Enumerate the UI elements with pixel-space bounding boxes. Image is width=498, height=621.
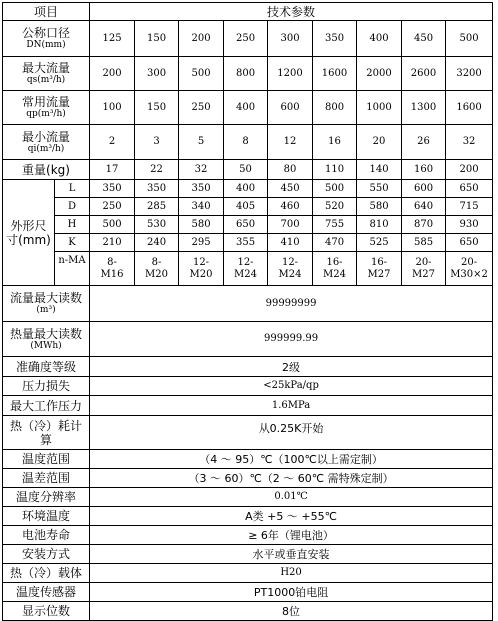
bolt-count: 20- [415, 256, 432, 268]
table-cell: 410 [268, 234, 313, 252]
row-sub: qs(m³/h) [26, 75, 66, 85]
table-cell: 32 [179, 160, 224, 180]
table-cell: 470 [313, 234, 357, 252]
bolt-count: 12- [237, 256, 254, 268]
table-cell: 240 [135, 234, 179, 252]
spec-name: 显示位数 [3, 602, 90, 621]
spec-value: （3 ～ 60）℃（2 ～ 60℃ 需特殊定制） [90, 469, 493, 488]
spec-value: 1.6MPa [90, 396, 493, 416]
table-cell: 800 [313, 91, 357, 125]
table-cell: 1600 [446, 91, 493, 125]
spec-value: PT1000铂电阻 [90, 583, 493, 602]
table-cell: 200 [90, 57, 135, 91]
table-cell: 17 [90, 160, 135, 180]
spec-name: 温度传感器 [3, 583, 90, 602]
row-name: 最大流量 [22, 61, 71, 75]
table-cell: 285 [135, 198, 179, 216]
table-cell: 2600 [402, 57, 446, 91]
bolt-count: 12- [281, 256, 299, 268]
table-cell: 600 [402, 180, 446, 198]
spec-name: 热量最大读数 [10, 326, 83, 341]
table-cell: 650 [446, 180, 493, 198]
bolt-size: M16 [100, 268, 124, 280]
table-cell: 585 [402, 234, 446, 252]
dim-key: D [55, 198, 90, 216]
table-cell: 755 [313, 216, 357, 234]
spec-value: 8位 [90, 602, 493, 621]
table-cell: 110 [313, 160, 357, 180]
table-cell: 715 [446, 198, 493, 216]
table-cell: 150 [135, 21, 179, 57]
table-cell [90, 252, 135, 286]
row-flow-max [3, 286, 493, 322]
spec-value: <25kPa/qp [90, 377, 493, 396]
table-cell: 1200 [268, 57, 313, 91]
spec-name: 流量最大读数 [10, 291, 83, 305]
bolt-count: 8- [107, 256, 117, 268]
table-cell: 2000 [357, 57, 402, 91]
row-display [3, 602, 493, 621]
bolt-size: M24 [234, 268, 257, 280]
table-cell: 400 [224, 180, 268, 198]
bolt-size: M24 [278, 268, 302, 280]
table-cell: 2 [90, 125, 135, 160]
row-dim-nma [3, 252, 493, 286]
table-cell: 450 [402, 21, 446, 57]
table-cell: 1000 [357, 91, 402, 125]
row-carrier [3, 564, 493, 583]
spec-name: 热（冷）载体 [3, 564, 90, 583]
table-cell: 250 [90, 198, 135, 216]
table-cell: 580 [179, 216, 224, 234]
table-cell: 250 [224, 21, 268, 57]
table-cell: 3 [135, 125, 179, 160]
table-cell: 8 [224, 125, 268, 160]
row-dim-l [3, 180, 493, 198]
table-cell: 200 [179, 21, 224, 57]
table-cell: 140 [357, 160, 402, 180]
table-cell [313, 252, 357, 286]
table-cell [357, 252, 402, 286]
table-cell: 600 [268, 91, 313, 125]
spec-value: 2级 [90, 357, 493, 377]
table-cell: 150 [135, 91, 179, 125]
row-ambient-temp [3, 507, 493, 526]
row-name: 常用流量 [22, 95, 71, 109]
spec-name: 热（冷）耗计 [10, 418, 83, 433]
bolt-size: M27 [367, 268, 391, 280]
table-cell: 460 [268, 198, 313, 216]
table-cell: 450 [268, 180, 313, 198]
row-max-pressure [3, 396, 493, 416]
table-cell: 525 [357, 234, 402, 252]
spec-sub: (m³) [36, 305, 56, 315]
table-cell: 355 [224, 234, 268, 252]
bolt-count: 16- [370, 256, 388, 268]
table-cell: 870 [402, 216, 446, 234]
spec-table [2, 2, 493, 621]
row-qi [3, 125, 493, 160]
dims-label: 外形尺寸(mm) [3, 180, 55, 286]
spec-value: 99999999 [90, 286, 493, 322]
table-cell: 160 [402, 160, 446, 180]
spec-value: ≥ 6年（锂电池） [90, 526, 493, 545]
table-cell: 350 [135, 180, 179, 198]
row-temp-diff [3, 469, 493, 488]
row-name: 公称口径 [22, 26, 71, 40]
table-cell: 250 [179, 91, 224, 125]
table-cell: 580 [357, 198, 402, 216]
bolt-count: 12- [192, 256, 210, 268]
header-row [3, 3, 493, 21]
spec-name: 压力损失 [3, 377, 90, 396]
row-weight [3, 160, 493, 180]
bolt-size: M24 [323, 268, 346, 280]
table-cell: 12 [268, 125, 313, 160]
dim-key: K [55, 234, 90, 252]
table-cell: 400 [224, 91, 268, 125]
table-cell: 100 [90, 91, 135, 125]
dim-key: n-MA [55, 252, 90, 286]
row-qs [3, 57, 493, 91]
table-cell: 210 [90, 234, 135, 252]
bolt-count: 8- [151, 256, 162, 268]
row-qp [3, 91, 493, 125]
table-cell: 500 [313, 180, 357, 198]
spec-value: H20 [90, 564, 493, 583]
bolt-size: M20 [145, 268, 168, 280]
spec-name: 电池寿命 [3, 526, 90, 545]
table-cell: 800 [224, 57, 268, 91]
bolt-count: 16- [326, 256, 343, 268]
spec-name: 环境温度 [3, 507, 90, 526]
header-params: 技术参数 [90, 3, 493, 21]
row-accuracy [3, 357, 493, 377]
table-cell: 650 [446, 234, 493, 252]
spec-name-cont: 算 [40, 432, 53, 447]
row-sub: qi(m³/h) [27, 143, 65, 154]
bolt-count: 20- [461, 256, 478, 268]
row-install [3, 545, 493, 564]
row-dn [3, 21, 493, 57]
table-cell [402, 252, 446, 286]
table-cell [446, 252, 493, 286]
row-battery [3, 526, 493, 545]
spec-name: 温度范围 [3, 450, 90, 469]
table-cell: 300 [135, 57, 179, 91]
row-temp-range [3, 450, 493, 469]
table-cell: 26 [402, 125, 446, 160]
table-cell: 700 [268, 216, 313, 234]
row-sensor [3, 583, 493, 602]
spec-value: （4 ～ 95）℃（100℃以上需定制） [90, 450, 493, 469]
row-dim-h [3, 216, 493, 234]
row-sub: qp(m³/h) [26, 109, 66, 119]
table-cell: 500 [446, 21, 493, 57]
spec-name: 最大工作压力 [3, 396, 90, 416]
spec-sub: (MWh) [30, 340, 62, 351]
spec-value: 0.01℃ [90, 488, 493, 507]
table-cell: 125 [90, 21, 135, 57]
table-cell [135, 252, 179, 286]
table-cell: 200 [446, 160, 493, 180]
header-item: 项目 [3, 3, 90, 21]
table-cell: 80 [268, 160, 313, 180]
table-cell: 405 [224, 198, 268, 216]
row-pressure-loss [3, 377, 493, 396]
table-cell: 295 [179, 234, 224, 252]
row-sub: DN(mm) [26, 40, 66, 50]
row-temp-resolution [3, 488, 493, 507]
row-dim-k [3, 234, 493, 252]
row-name: 最小流量 [22, 129, 71, 144]
table-cell: 340 [179, 198, 224, 216]
spec-value: A类 +5 ～ +55℃ [90, 507, 493, 526]
table-cell: 300 [268, 21, 313, 57]
table-cell: 650 [224, 216, 268, 234]
table-cell [179, 252, 224, 286]
table-cell: 500 [90, 216, 135, 234]
spec-value: 从0.25K开始 [90, 416, 493, 450]
table-cell: 22 [135, 160, 179, 180]
row-dim-d [3, 198, 493, 216]
table-cell: 32 [446, 125, 493, 160]
row-heat-calc [3, 416, 493, 450]
table-cell: 640 [402, 198, 446, 216]
table-cell: 1600 [313, 57, 357, 91]
table-cell [224, 252, 268, 286]
spec-name: 温差范围 [3, 469, 90, 488]
spec-name: 准确度等级 [3, 357, 90, 377]
table-cell: 400 [357, 21, 402, 57]
table-cell: 1300 [402, 91, 446, 125]
bolt-size: M27 [412, 268, 435, 280]
table-cell: 350 [90, 180, 135, 198]
table-cell: 350 [179, 180, 224, 198]
row-name: 重量(kg) [3, 160, 90, 180]
bolt-size: M20 [189, 268, 213, 280]
spec-name: 安装方式 [3, 545, 90, 564]
spec-value: 999999.99 [90, 322, 493, 357]
table-cell: 930 [446, 216, 493, 234]
table-cell: 3200 [446, 57, 493, 91]
spec-name: 温度分辨率 [3, 488, 90, 507]
table-cell: 550 [357, 180, 402, 198]
table-cell: 530 [135, 216, 179, 234]
table-cell: 50 [224, 160, 268, 180]
table-cell: 520 [313, 198, 357, 216]
row-heat-max [3, 322, 493, 357]
table-cell [268, 252, 313, 286]
bolt-size: M30×2 [450, 268, 488, 280]
table-cell: 810 [357, 216, 402, 234]
table-cell: 5 [179, 125, 224, 160]
table-cell: 500 [179, 57, 224, 91]
spec-value: 水平或垂直安装 [90, 545, 493, 564]
dim-key: H [55, 216, 90, 234]
table-cell: 16 [313, 125, 357, 160]
table-cell: 20 [357, 125, 402, 160]
dim-key: L [55, 180, 90, 198]
table-cell: 350 [313, 21, 357, 57]
